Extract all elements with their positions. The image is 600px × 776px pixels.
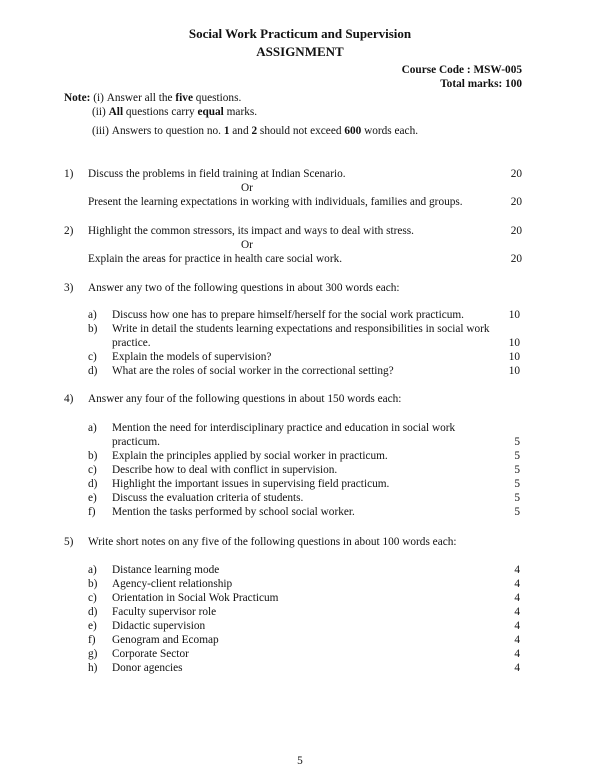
note-iii-text-e: should not exceed [257, 125, 345, 137]
q4-number: 4) [64, 393, 74, 405]
q1-or: Or [241, 182, 253, 194]
list-item-marks: 5 [514, 506, 520, 518]
list-item-label: b) [88, 450, 98, 462]
q2-text-b: Explain the areas for practice in health care social work. [88, 253, 343, 265]
q5-number: 5) [64, 536, 74, 548]
list-item-marks: 5 [514, 492, 520, 504]
page-title: Social Work Practicum and Supervision [188, 26, 412, 41]
q2-text-a: Highlight the common stressors, its impact and ways to deal with stress. [88, 225, 414, 237]
q1-number: 1) [64, 168, 74, 180]
q3-number: 3) [64, 282, 74, 294]
list-item-label: e) [88, 620, 97, 632]
note-iii-text-c: and [229, 125, 252, 137]
list-item-marks: 4 [514, 592, 520, 604]
page-subtitle: ASSIGNMENT [256, 44, 344, 59]
q1-marks-a: 20 [510, 168, 522, 180]
list-item-marks: 4 [514, 606, 520, 618]
list-item-marks: 4 [514, 620, 520, 632]
list-item-text: Donor agencies [112, 662, 183, 674]
q3-intro: Answer any two of the following questions in about 300 words each: [88, 282, 400, 294]
list-item-label: h) [88, 662, 98, 674]
list-item-label: a) [88, 564, 97, 576]
list-item-text: What are the roles of social worker in the correctional setting? [112, 365, 394, 377]
note-iii-text-d: 2 [251, 125, 258, 137]
note-line-iii [92, 124, 418, 138]
note-label: Note: [64, 92, 91, 104]
list-item-label: b) [88, 323, 98, 335]
list-item-label: f) [88, 634, 96, 646]
q2-number: 2) [64, 225, 74, 237]
list-item-label: c) [88, 464, 97, 476]
list-item-text: Explain the principles applied by social worker in practicum. [112, 450, 388, 462]
list-item-text: Corporate Sector [112, 648, 189, 660]
q2-or: Or [241, 239, 253, 251]
note-line-i [64, 91, 241, 105]
list-item-marks: 5 [514, 450, 520, 462]
total-marks: Total marks: 100 [440, 78, 522, 90]
note-ii-text-a: All [108, 106, 124, 118]
list-item-label: d) [88, 478, 98, 490]
list-item-text-cont: practice. [112, 337, 151, 349]
list-item-text: Orientation in Social Wok Practicum [112, 592, 279, 604]
course-code: Course Code : MSW-005 [401, 64, 522, 76]
list-item-text: Mention the tasks performed by school social worker. [112, 506, 355, 518]
page-number: 5 [297, 755, 303, 767]
list-item-marks: 5 [514, 478, 520, 490]
q5-intro: Write short notes on any five of the following questions in about 100 words each: [88, 536, 457, 548]
list-item-text: Faculty supervisor role [112, 606, 217, 618]
q2-marks-a: 20 [510, 225, 522, 237]
q1-text-b: Present the learning expectations in working with individuals, families and groups. [88, 196, 463, 208]
list-item-label: b) [88, 578, 98, 590]
list-item-marks: 10 [508, 365, 520, 377]
list-item-marks: 5 [514, 436, 520, 448]
list-item-marks: 10 [508, 309, 520, 321]
list-item-label: d) [88, 606, 98, 618]
list-item-text: Didactic supervision [112, 620, 206, 632]
list-item-text: Describe how to deal with conflict in supervision. [112, 464, 338, 476]
note-i-text-b: five [175, 92, 193, 104]
list-item-text: Explain the models of supervision? [112, 351, 272, 363]
list-item-marks: 5 [514, 464, 520, 476]
list-item-label: f) [88, 506, 96, 518]
note-line-ii [92, 105, 257, 119]
list-item-label: d) [88, 365, 98, 377]
list-item-label: e) [88, 492, 97, 504]
list-item-text: Genogram and Ecomap [112, 634, 219, 646]
list-item-text-cont: practicum. [112, 436, 160, 448]
note-iii-text-b: 1 [223, 125, 230, 137]
list-item-marks: 10 [508, 351, 520, 363]
list-item-text: Mention the need for interdisciplinary practice and education in social work [112, 422, 456, 434]
list-item-marks: 4 [514, 634, 520, 646]
q4-intro: Answer any four of the following questions in about 150 words each: [88, 393, 402, 405]
list-item-label: c) [88, 351, 97, 363]
list-item-marks: 4 [514, 578, 520, 590]
note-iii-text-f: 600 [344, 125, 362, 137]
q2-marks-b: 20 [510, 253, 522, 265]
note-ii-text-c: equal [197, 106, 224, 118]
note-ii-text-b: questions carry [123, 106, 198, 118]
list-item-text: Write in detail the students learning expectations and responsibilities in social work [112, 323, 490, 335]
list-item-marks: 4 [514, 648, 520, 660]
list-item-marks: 4 [514, 564, 520, 576]
q1-text-a: Discuss the problems in field training at Indian Scenario. [88, 168, 346, 180]
list-item-label: g) [88, 648, 98, 660]
list-item-text: Agency-client relationship [112, 578, 233, 590]
note-iii-text-g: words each. [361, 125, 419, 137]
note-iii-text-a: Answers to question no. [111, 125, 224, 137]
list-item-label: a) [88, 422, 97, 434]
list-item-text: Discuss the evaluation criteria of students. [112, 492, 304, 504]
list-item-text: Distance learning mode [112, 564, 220, 576]
note-i-text-a: Answer all the [106, 92, 176, 104]
note-ii-text-d: marks. [223, 106, 258, 118]
list-item-marks: 10 [508, 337, 520, 349]
q1-marks-b: 20 [510, 196, 522, 208]
list-item-label: a) [88, 309, 97, 321]
list-item-marks: 4 [514, 662, 520, 674]
list-item-text: Discuss how one has to prepare himself/herself for the social work practicum. [112, 309, 464, 321]
list-item-text: Highlight the important issues in supervising field practicum. [112, 478, 390, 490]
note-i-text-c: questions. [192, 92, 242, 104]
note-ii-num: (ii) [92, 106, 106, 118]
note-i-num: (i) [93, 92, 104, 104]
note-iii-num: (iii) [92, 125, 109, 137]
list-item-label: c) [88, 592, 97, 604]
